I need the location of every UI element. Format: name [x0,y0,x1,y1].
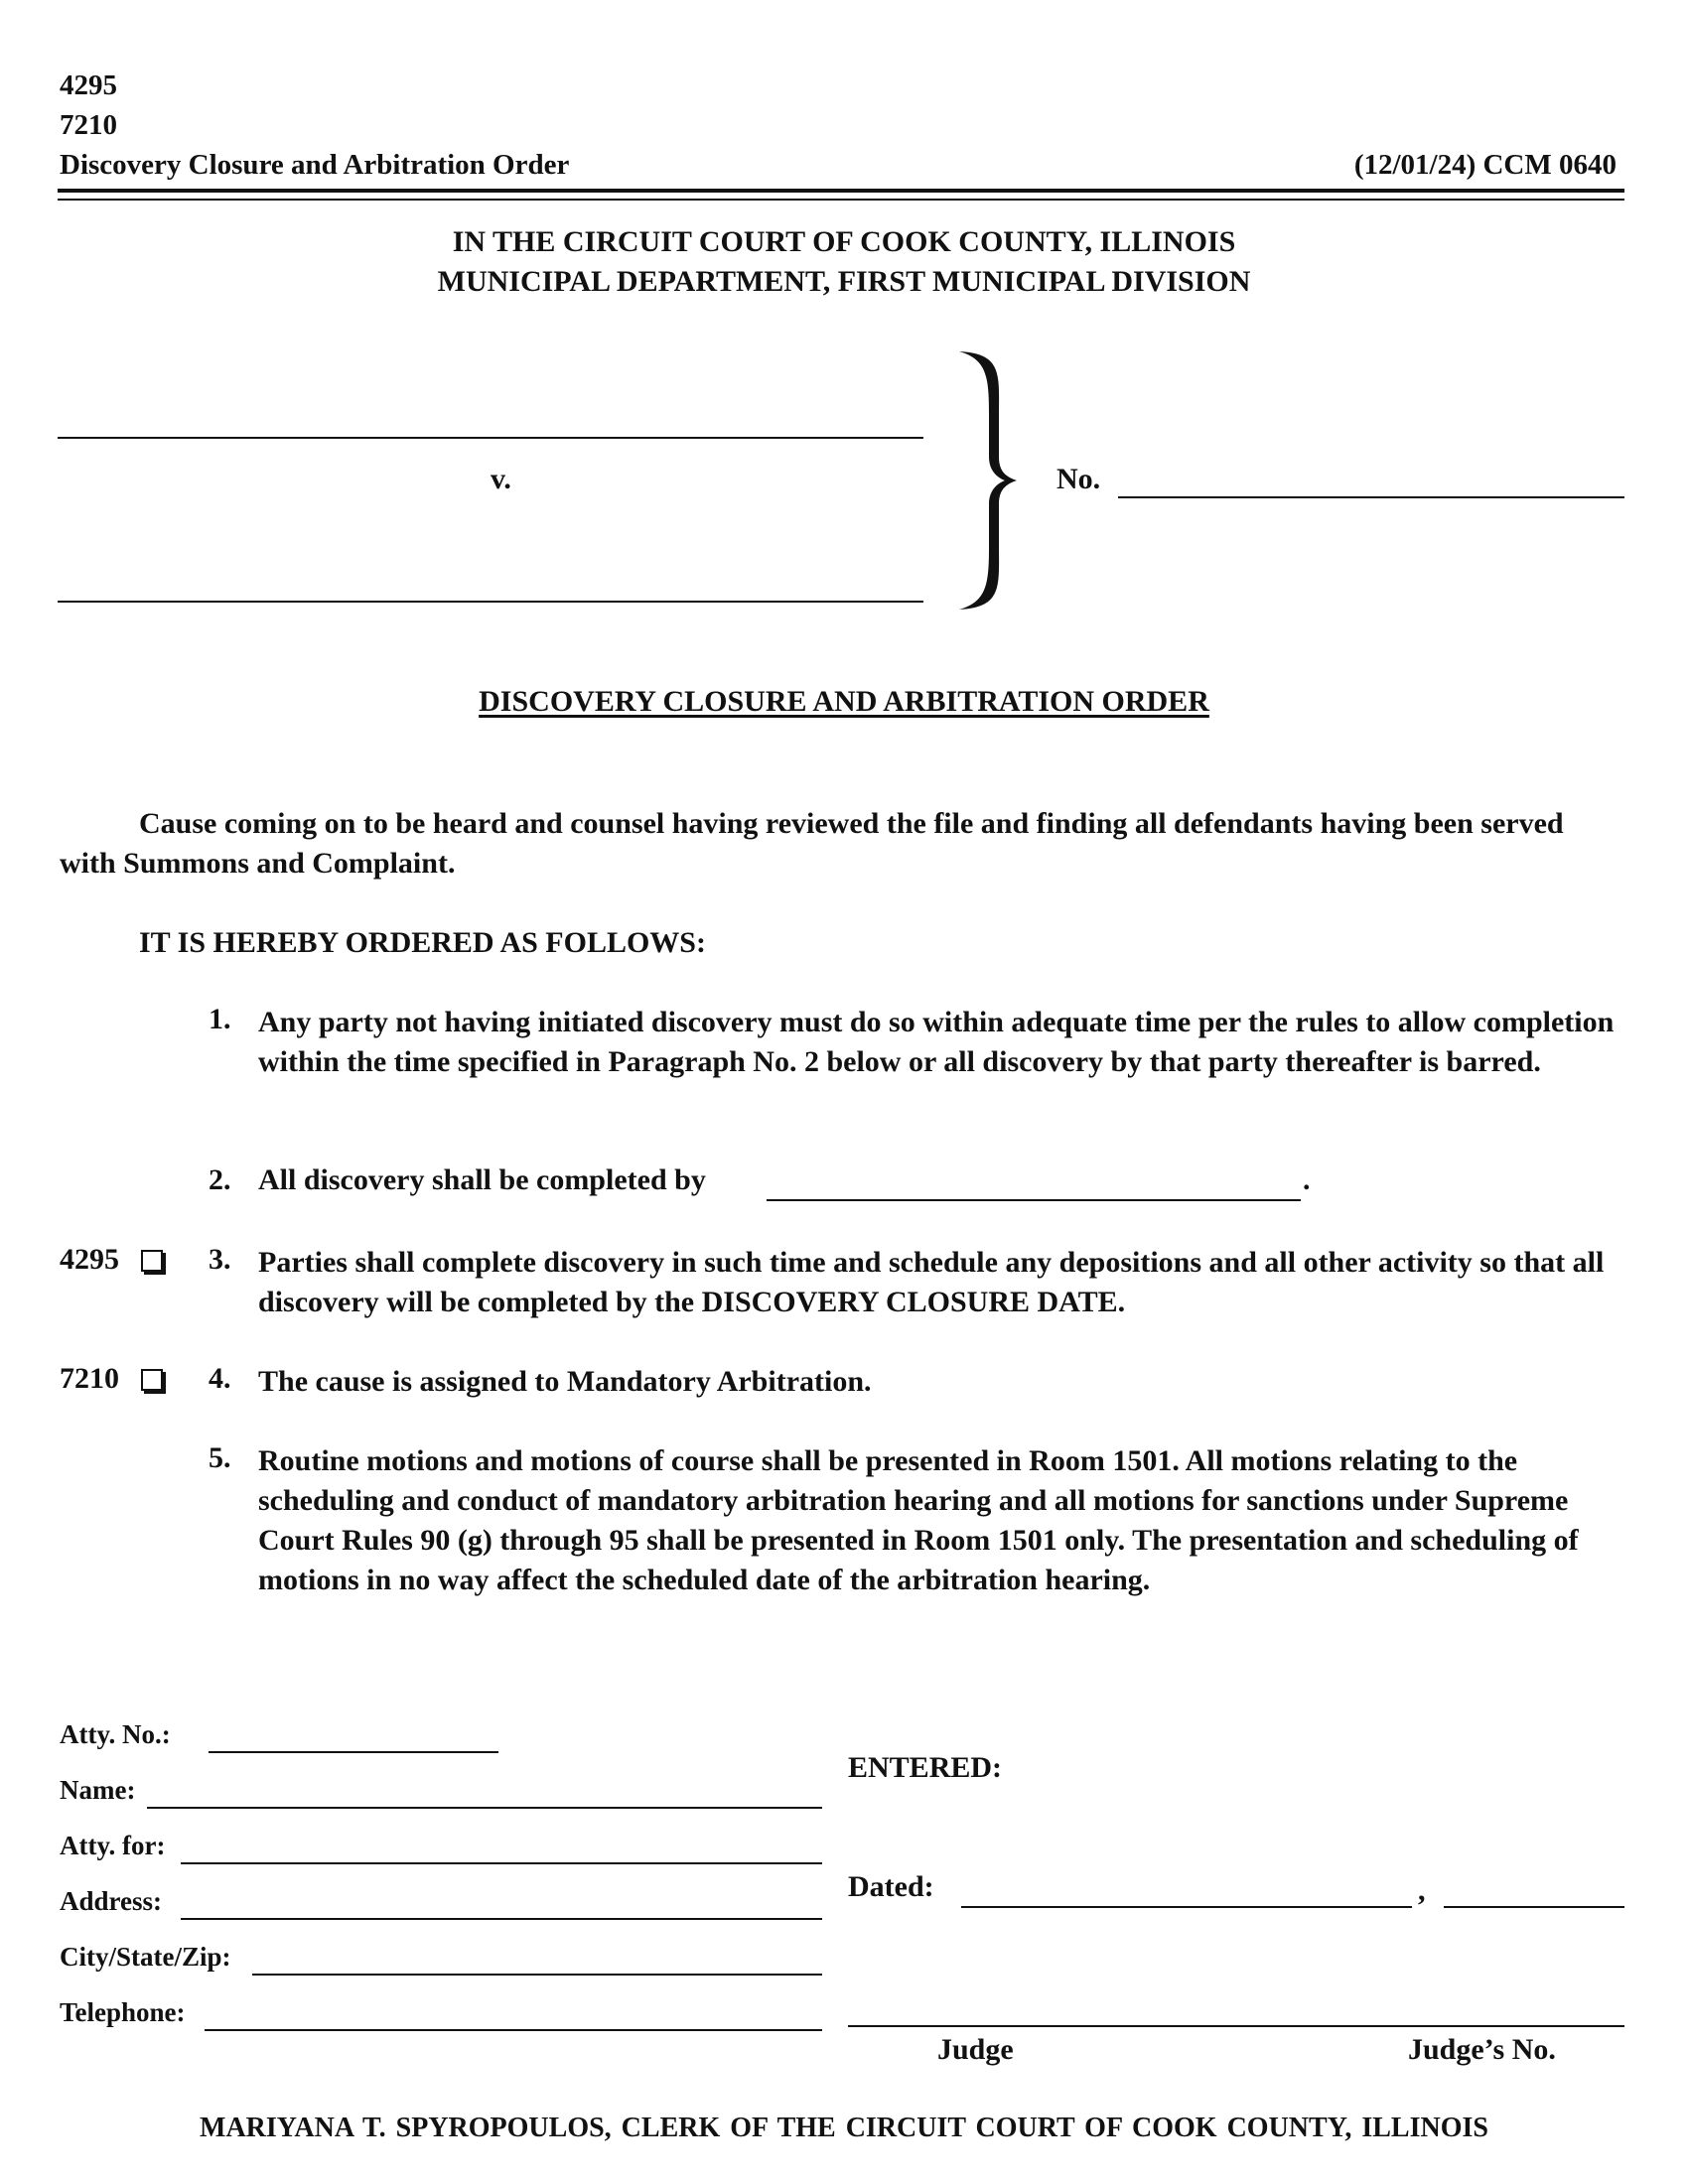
clerk-footer: MARIYANA T. SPYROPOULOS, CLERK OF THE CIRCUIT COURT OF COOK COUNTY, ILLINOIS [200,2113,1488,2143]
item-4-code: 7210 [60,1362,119,1395]
ordered-heading: IT IS HEREBY ORDERED AS FOLLOWS: [139,926,706,959]
dated-comma: , [1418,1874,1426,1907]
dated-label: Dated: [848,1870,934,1903]
city-state-zip-label: City/State/Zip: [60,1942,231,1972]
address-label: Address: [60,1886,163,1916]
item-3-code: 4295 [60,1243,119,1276]
item-4-number: 4. [209,1362,231,1395]
item-1-text: Any party not having initiated discovery must do so within adequate time per the rules to allow completion within the time specified in Paragraph No. 2 below or all discovery by that party thereafter is barred. [258,1006,1615,1078]
case-number-line[interactable] [1118,496,1624,498]
form-code-4295: 4295 [60,69,117,101]
court-line-1: IN THE CIRCUIT COURT OF COOK COUNTY, ILLINOIS [452,225,1236,258]
order-title [0,685,1688,719]
item-5-number: 5. [209,1441,231,1474]
atty-for-field[interactable] [181,1862,822,1864]
dated-field[interactable] [961,1906,1412,1908]
versus-label: v. [491,463,511,495]
checkbox-4295[interactable] [141,1250,163,1272]
telephone-label: Telephone: [60,1997,186,2027]
item-5-text: Routine motions and motions of course shall be presented in Room 1501. All motions relating to the scheduling and conduct of mandatory arbitration hearing and all motions for sanctions under Supreme Court Rules 90 (g) through 95 shall be presented in Room 1501 only. The presentation and scheduling of motions in no way affect the scheduled date of the arbitration hearing. [258,1444,1579,1596]
city-state-zip-field[interactable] [252,1974,822,1976]
item-2-text: All discovery shall be completed by [258,1163,706,1196]
header-rule-thick [58,189,1624,193]
entered-label: ENTERED: [848,1751,1003,1784]
judge-number-label: Judge’s No. [1408,2033,1556,2066]
item-3-text: Parties shall complete discovery in such time and schedule any depositions and all other activity so that all discovery will be completed by the DISCOVERY CLOSURE DATE. [258,1246,1605,1318]
item-3-number: 3. [209,1243,231,1276]
court-line-2: MUNICIPAL DEPARTMENT, FIRST MUNICIPAL DIVISION [437,265,1251,298]
form-name: Discovery Closure and Arbitration Order [60,149,570,181]
telephone-field[interactable] [205,2029,822,2031]
plaintiff-line[interactable] [58,437,923,439]
order-title-text: DISCOVERY CLOSURE AND ARBITRATION ORDER [479,685,1209,718]
dated-year-field[interactable] [1444,1906,1624,1908]
case-no-label: No. [1056,463,1101,495]
name-field[interactable] [147,1807,822,1809]
discovery-completion-date-line[interactable] [767,1199,1301,1201]
checkbox-7210[interactable] [141,1369,163,1391]
judge-signature-line[interactable] [848,2025,1624,2027]
header-rule-thin [58,199,1624,201]
judge-label: Judge [937,2033,1014,2066]
atty-no-label: Atty. No.: [60,1719,171,1749]
intro-paragraph: Cause coming on to be heard and counsel having reviewed the file and finding all defendants having been served with Summons and Complaint. [60,807,1564,880]
atty-no-field[interactable] [209,1751,498,1753]
court-heading [0,222,1688,302]
address-field[interactable] [181,1918,822,1920]
name-label: Name: [60,1775,136,1805]
item-4-text: The cause is assigned to Mandatory Arbitration. [258,1365,872,1398]
defendant-line[interactable] [58,601,923,603]
form-code-7210: 7210 [60,109,117,141]
item-2-period: . [1303,1163,1311,1196]
item-1-number: 1. [209,1003,231,1035]
item-2-number: 2. [209,1163,231,1196]
atty-for-label: Atty. for: [60,1831,166,1860]
caption-brace [951,347,1021,614]
form-number: (12/01/24) CCM 0640 [1353,149,1617,181]
